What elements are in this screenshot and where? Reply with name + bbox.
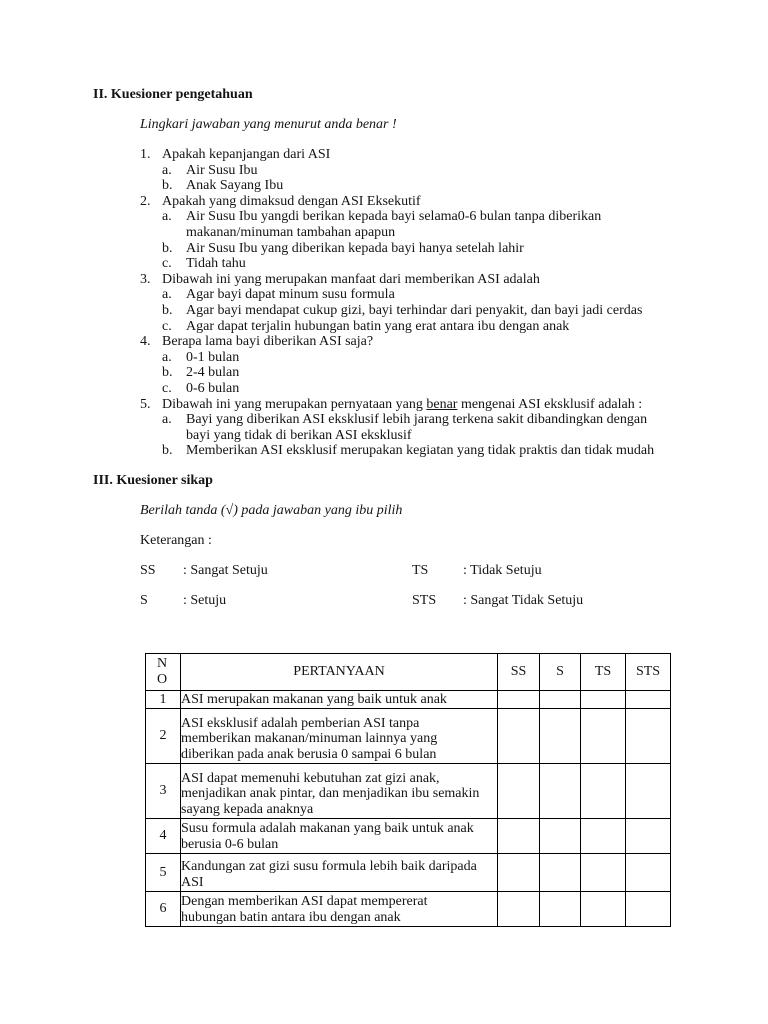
statement-cell [181, 854, 498, 892]
option-text [186, 303, 642, 319]
question-text: Apakah kepanjangan dari ASI [162, 147, 331, 162]
row-number: 1 [146, 691, 181, 709]
answer-cell-s [540, 892, 581, 927]
statement-line: Susu formula adalah makanan yang baik untuk anak [181, 821, 474, 837]
header-no-label: NO [157, 656, 168, 687]
header-option-ss: SS [498, 654, 540, 691]
answer-option [140, 256, 654, 272]
option-text [186, 287, 395, 303]
answer-cell-ss [498, 819, 540, 854]
option-text-line: makanan/minuman tambahan apapun [186, 224, 396, 240]
answer-cell-ts [581, 854, 626, 892]
answer-cell-s [540, 709, 581, 764]
option-text [186, 319, 569, 335]
question-line [140, 194, 654, 210]
option-letter: c. [162, 380, 172, 396]
statement-line: hubungan batin antara ibu dengan anak [181, 910, 401, 926]
table-row [146, 764, 671, 819]
statement-line: diberikan pada anak berusia 0 sampai 6 bulan [181, 747, 437, 763]
attitude-instruction: Berilah tanda (√) pada jawaban yang ibu pilih [140, 503, 403, 518]
option-text-line: Bayi yang diberikan ASI eksklusif lebih jarang terkena sakit dibandingkan dengan [186, 412, 648, 428]
answer-option [140, 319, 654, 335]
legend-meaning: : Setuju [183, 593, 227, 608]
option-letter: b. [162, 302, 173, 318]
statement-line: menjadikan anak pintar, dan menjadikan ibu semakin [181, 786, 480, 802]
answer-option [140, 209, 654, 240]
row-number: 6 [146, 892, 181, 927]
option-text [186, 178, 283, 194]
question-text [162, 397, 642, 413]
question-text-part: mengenai ASI eksklusif adalah : [457, 396, 643, 412]
answer-cell-ss [498, 709, 540, 764]
answer-cell-ts [581, 709, 626, 764]
option-text-line: 2-4 bulan [186, 365, 240, 381]
answer-cell-s [540, 691, 581, 709]
answer-cell-sts [626, 709, 671, 764]
option-text [186, 350, 239, 366]
row-number: 2 [146, 709, 181, 764]
option-text-line: Tidah tahu [186, 256, 246, 272]
statement-cell [181, 819, 498, 854]
option-text [186, 256, 246, 272]
question-number: 5. [140, 396, 151, 412]
header-question: PERTANYAAN [181, 654, 498, 691]
attitude-table [145, 653, 671, 927]
legend-code: TS [412, 563, 429, 578]
option-letter: a. [162, 287, 172, 303]
option-letter: a. [162, 209, 172, 225]
answer-cell-s [540, 819, 581, 854]
option-text-line: Agar bayi dapat minum susu formula [186, 287, 395, 303]
statement-line: Kandungan zat gizi susu formula lebih baik daripada [181, 859, 477, 875]
row-number: 3 [146, 764, 181, 819]
statement-line: berusia 0-6 bulan [181, 837, 279, 853]
legend-entry-sts [412, 593, 583, 609]
question-number: 1. [140, 147, 151, 162]
question-line [140, 334, 654, 350]
option-text-line: Memberikan ASI eksklusif merupakan kegiatan yang tidak praktis dan tidak mudah [186, 443, 655, 459]
question-text: Dibawah ini yang merupakan manfaat dari memberikan ASI adalah [162, 271, 540, 287]
option-letter: a. [162, 162, 172, 178]
legend-label: Keterangan : [140, 533, 212, 548]
option-text [186, 412, 647, 443]
answer-option [140, 350, 654, 366]
question-line [140, 397, 654, 413]
answer-cell-ts [581, 764, 626, 819]
underlined-word: benar [426, 396, 458, 412]
question-line [140, 272, 654, 288]
legend-meaning: : Tidak Setuju [463, 563, 542, 578]
table-header-row [146, 654, 671, 691]
answer-cell-s [540, 764, 581, 819]
option-text-line: Agar dapat terjalin hubungan batin yang erat antara ibu dengan anak [186, 318, 570, 334]
statement-line: Dengan memberikan ASI dapat mempererat [181, 894, 428, 910]
answer-option [140, 443, 654, 459]
answer-option [140, 241, 654, 257]
statement-line: memberikan makanan/minuman lainnya yang [181, 731, 438, 747]
legend-meaning: : Sangat Setuju [183, 563, 268, 578]
legend-meaning: : Sangat Tidak Setuju [463, 593, 584, 608]
answer-option [140, 303, 654, 319]
statement-cell [181, 892, 498, 927]
option-text [186, 209, 601, 240]
question-item [140, 147, 654, 194]
answer-cell-sts [626, 819, 671, 854]
option-text [186, 381, 239, 397]
statement-cell [181, 764, 498, 819]
table-row [146, 819, 671, 854]
table-row [146, 892, 671, 927]
option-text-line: 0-1 bulan [186, 349, 240, 365]
statement-line: ASI [181, 875, 204, 891]
option-text [186, 443, 654, 459]
legend-entry-ts [412, 563, 542, 579]
option-letter: a. [162, 412, 172, 428]
answer-cell-s [540, 854, 581, 892]
statement-cell [181, 709, 498, 764]
option-letter: b. [162, 240, 173, 256]
option-text-line: Air Susu Ibu yang diberikan kepada bayi hanya setelah lahir [186, 240, 524, 256]
answer-option [140, 365, 654, 381]
answer-cell-ts [581, 892, 626, 927]
answer-cell-ss [498, 854, 540, 892]
row-number: 5 [146, 854, 181, 892]
option-letter: b. [162, 443, 173, 459]
option-letter: b. [162, 365, 173, 381]
answer-option [140, 287, 654, 303]
question-item [140, 272, 654, 334]
question-item [140, 334, 654, 396]
header-option-sts: STS [626, 654, 671, 691]
answer-cell-ts [581, 691, 626, 709]
statement-line: ASI merupakan makanan yang baik untuk anak [181, 692, 447, 708]
option-text [186, 365, 239, 381]
attitude-section-title: III. Kuesioner sikap [93, 473, 213, 488]
question-item [140, 194, 654, 272]
header-option-s: S [540, 654, 581, 691]
option-text-line: Air Susu Ibu [186, 162, 258, 178]
legend-entry-s [140, 593, 226, 609]
statement-line: sayang kepada anaknya [181, 802, 314, 818]
question-line [140, 147, 654, 163]
option-letter: c. [162, 256, 172, 272]
answer-option [140, 178, 654, 194]
question-text: Apakah yang dimaksud dengan ASI Eksekutif [162, 193, 421, 209]
header-no [146, 654, 181, 691]
knowledge-section-title: II. Kuesioner pengetahuan [93, 87, 253, 102]
option-letter: c. [162, 318, 172, 334]
knowledge-question-list [140, 147, 654, 459]
option-text-line: 0-6 bulan [186, 380, 240, 396]
answer-cell-sts [626, 892, 671, 927]
statement-cell [181, 691, 498, 709]
option-text-line: bayi yang tidak di berikan ASI eksklusif [186, 427, 412, 443]
table-row [146, 854, 671, 892]
legend-entry-ss [140, 563, 268, 579]
row-number: 4 [146, 819, 181, 854]
statement-line: ASI eksklusif adalah pemberian ASI tanpa [181, 715, 420, 731]
question-number: 3. [140, 271, 151, 287]
question-number: 4. [140, 334, 151, 350]
option-letter: a. [162, 349, 172, 365]
answer-cell-ss [498, 691, 540, 709]
table-row [146, 709, 671, 764]
answer-cell-sts [626, 764, 671, 819]
question-number: 2. [140, 193, 151, 209]
option-letter: b. [162, 178, 173, 194]
statement-line: ASI dapat memenuhi kebutuhan zat gizi anak, [181, 770, 440, 786]
answer-option [140, 381, 654, 397]
legend-code: S [140, 593, 148, 608]
answer-cell-ss [498, 764, 540, 819]
answer-cell-sts [626, 691, 671, 709]
legend-code: SS [140, 563, 156, 578]
header-option-ts: TS [581, 654, 626, 691]
option-text-line: Air Susu Ibu yangdi berikan kepada bayi selama0-6 bulan tanpa diberikan [186, 209, 602, 225]
table-row [146, 691, 671, 709]
legend-code: STS [412, 593, 437, 608]
answer-cell-ss [498, 892, 540, 927]
answer-option [140, 412, 654, 443]
option-text [186, 163, 258, 179]
option-text-line: Agar bayi mendapat cukup gizi, bayi terhindar dari penyakit, dan bayi jadi cerdas [186, 302, 643, 318]
answer-cell-ts [581, 819, 626, 854]
option-text-line: Anak Sayang Ibu [186, 178, 284, 194]
knowledge-instruction: Lingkari jawaban yang menurut anda benar ! [140, 117, 397, 132]
answer-cell-sts [626, 854, 671, 892]
question-item [140, 397, 654, 459]
question-text: Berapa lama bayi diberikan ASI saja? [162, 334, 374, 350]
answer-option [140, 163, 654, 179]
option-text [186, 241, 524, 257]
question-text-part: Dibawah ini yang merupakan pernyataan yang [162, 396, 427, 412]
